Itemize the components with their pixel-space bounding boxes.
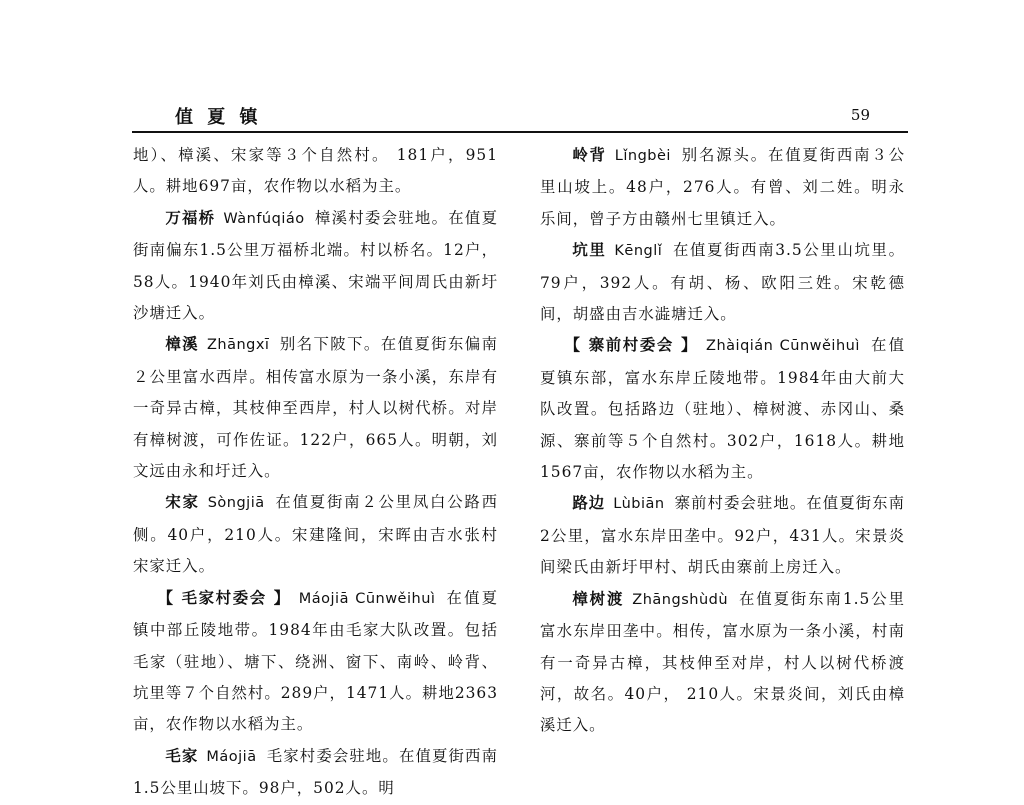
page-number: 59: [850, 106, 870, 124]
entry-text: 别名下陂下。在值夏街东偏南２公里富水西岸。相传富水原为一条小溪，东岸有一奇异古樟，其枝伸至西岸，村人以树代桥。对岸有樟树渡，可作佐证。122户，665人。明朝，刘文远由永和圩迁入。: [133, 335, 498, 481]
entry-pinyin: Kēnglǐ: [614, 243, 663, 260]
entry-term: 岭背: [572, 146, 607, 164]
entry-paragraph: [133, 329, 498, 487]
entry-text: 毛家村委会驻地。在值夏街西南1.5公里山坡下。98户，502人。明: [133, 746, 498, 798]
section-title: 值 夏 镇: [175, 107, 262, 128]
entry-term: 路边: [572, 494, 606, 513]
entry-paragraph: [133, 487, 498, 582]
entry-text: 在值夏街东南1.5公里富水东岸田垄中。相传，富水原为一条小溪，村南有一奇异古樟，其枝伸至对岸，村人以树代桥渡河，故名。40户， 210人。宋景炎间，刘氏由樟溪迁入。: [540, 589, 905, 735]
entry-term: 宋家: [165, 493, 200, 512]
entry-paragraph: [540, 235, 905, 330]
entry-pinyin: Zhāngxī: [206, 337, 270, 354]
entry-paragraph: [133, 203, 498, 330]
entry-pinyin: Lǐngbèi: [614, 148, 671, 164]
entry-text: 在值夏街南２公里凤白公路西侧。40户，210人。宋建隆间，宋晖由吉水张村宋家迁入。: [133, 493, 498, 576]
entry-text: 在值夏镇东部，富水东岸丘陵地带。1984年由大前大队改置。包括路边（驻地）、樟树渡、赤冈山、桑源、寨前等５个自然村。302户，1618人。耕地1567亩，农作物以水稻为主。: [540, 336, 905, 482]
entry-pinyin: Sòngjiā: [207, 495, 265, 512]
entry-term: 毛家: [165, 746, 199, 765]
committee-paragraph: [133, 583, 498, 741]
entry-term: 樟溪: [165, 335, 199, 354]
entry-pinyin: Máojiā Cūnwěihuì: [298, 590, 436, 607]
entry-text: 在值夏镇中部丘陵地带。1984年由毛家大队改置。包括毛家（驻地）、塘下、绕洲、窗下、南岭、岭背、坑里等７个自然村。289户，1471人。耕地2363亩，农作物以水稻为主。: [133, 588, 498, 734]
entry-paragraph: [540, 140, 905, 235]
entry-term: 万福桥: [165, 208, 216, 227]
entry-pinyin: Wànfúqiáo: [223, 210, 305, 227]
entry-paragraph: [540, 584, 905, 742]
entry-text: 樟溪村委会驻地。在值夏街南偏东1.5公里万福桥北端。村以桥名。12户，58人。1940年刘氏由樟溪、宋端平间周氏由新圩沙塘迁入。: [133, 208, 498, 323]
committee-heading: 【 毛家村委会 】: [157, 588, 291, 607]
header-rule: [132, 131, 908, 133]
entry-paragraph: [133, 140, 498, 203]
committee-heading: 【 寨前村委会 】: [564, 336, 699, 355]
running-header: [135, 100, 910, 128]
entry-pinyin: Lùbiān: [613, 496, 665, 513]
entry-pinyin: Zhāngshùdù: [632, 591, 729, 608]
entry-term: 樟树渡: [572, 589, 625, 608]
right-column: [540, 140, 905, 768]
entry-pinyin: Máojiā: [206, 748, 257, 765]
entry-term: 坑里: [572, 241, 607, 260]
entry-text: 地）、樟溪、宋家等３个自然村。 181户，951人。耕地697亩，农作物以水稻为主。: [133, 146, 498, 196]
left-column: [133, 140, 498, 798]
entry-text: 别名源头。在值夏街西南３公里山坡上。48户，276人。有曾、刘二姓。明永乐间，曾子方由赣州七里镇迁入。: [540, 146, 905, 228]
entry-paragraph: [540, 488, 905, 583]
committee-paragraph: [540, 330, 905, 488]
entry-text: 寨前村委会驻地。在值夏街东南2公里，富水东岸田垄中。92户，431人。宋景炎间梁氏由新圩甲村、胡氏由寨前上房迁入。: [540, 494, 905, 577]
entry-text: 在值夏街西南3.5公里山坑里。79户，392人。有胡、杨、欧阳三姓。宋乾德间，胡盛由吉水澁塘迁入。: [540, 241, 905, 324]
entry-pinyin: Zhàiqián Cūnwěihuì: [706, 338, 860, 355]
entry-paragraph: [133, 741, 498, 805]
